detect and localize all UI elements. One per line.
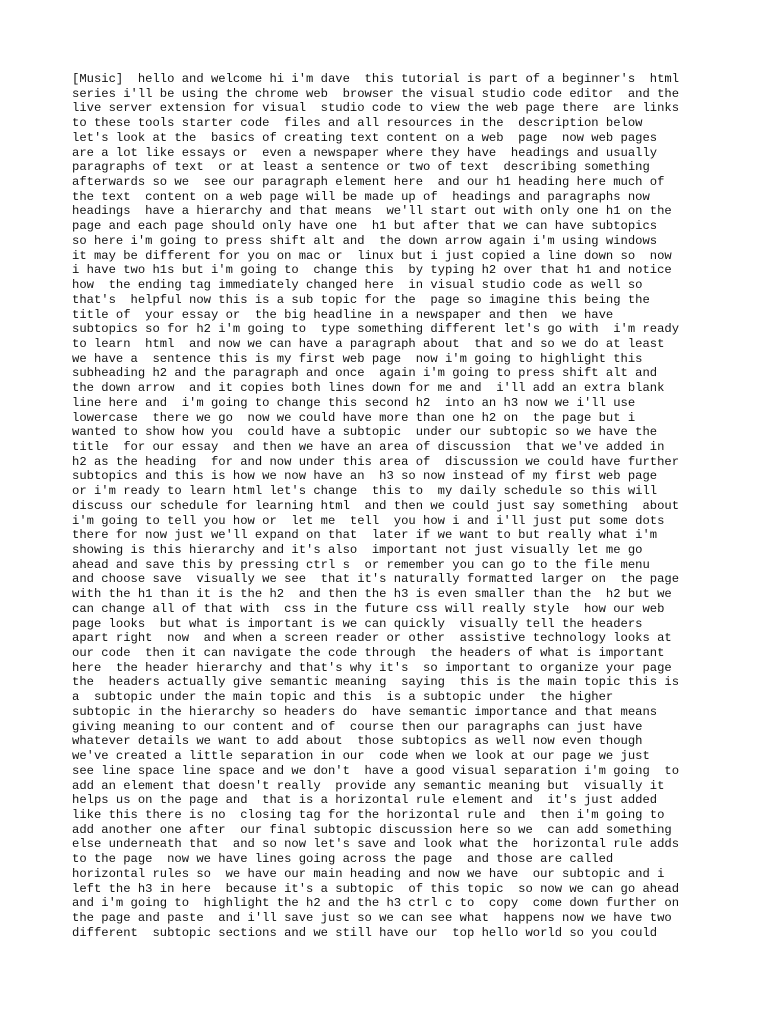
- transcript-line: a subtopic under the main topic and this is a subtopic under the higher: [72, 690, 614, 705]
- transcript-line: add another one after our final subtopic discussion here so we can add something: [72, 822, 672, 837]
- transcript-line: i'm going to tell you how or let me tell you how i and i'll just put some dots: [72, 513, 665, 528]
- transcript-line: wanted to show how you could have a subtopic under our subtopic so we have the: [72, 425, 658, 440]
- transcript-line: the page and paste and i'll save just so we can see what happens now we have two: [72, 910, 672, 925]
- transcript-line: how the ending tag immediately changed here in visual studio code as well so: [72, 278, 643, 293]
- transcript-line: i have two h1s but i'm going to change this by typing h2 over that h1 and notice: [72, 263, 672, 278]
- transcript-line: there for now just we'll expand on that later if we want to but really what i'm: [72, 528, 658, 543]
- transcript-line: subtopics so for h2 i'm going to type something different let's go with i'm ready: [72, 322, 680, 337]
- transcript-line: let's look at the basics of creating text content on a web page now web pages: [72, 130, 658, 145]
- transcript-line: to these tools starter code files and all resources in the description below: [72, 116, 643, 131]
- transcript-line: the text content on a web page will be made up of headings and paragraphs now: [72, 189, 650, 204]
- transcript-line: the headers actually give semantic meaning saying this is the main topic this is: [72, 675, 680, 690]
- transcript-line: helps us on the page and that is a horizontal rule element and it's just added: [72, 793, 658, 808]
- transcript-line: it may be different for you on mac or linux but i just copied a line down so now: [72, 248, 672, 263]
- transcript-line: subheading h2 and the paragraph and once again i'm going to press shift alt and: [72, 366, 658, 381]
- transcript-line: page and each page should only have one h1 but after that we can have subtopics: [72, 219, 658, 234]
- transcript-line: h2 as the heading for and now under this area of discussion we could have further: [72, 454, 680, 469]
- transcript-line: giving meaning to our content and of course then our paragraphs can just have: [72, 719, 643, 734]
- transcript-line: and choose save visually we see that it's naturally formatted larger on the page: [72, 572, 680, 587]
- transcript-line: live server extension for visual studio code to view the web page there are links: [72, 101, 680, 116]
- transcript-line: see line space line space and we don't have a good visual separation i'm going to: [72, 763, 680, 778]
- transcript-line: [Music] hello and welcome hi i'm dave this tutorial is part of a beginner's html: [72, 72, 680, 86]
- transcript-line: apart right now and when a screen reader or other assistive technology looks at: [72, 631, 672, 646]
- transcript-line: subtopic in the hierarchy so headers do have semantic importance and that means: [72, 704, 658, 719]
- transcript-line: ahead and save this by pressing ctrl s or remember you can go to the file menu: [72, 557, 650, 572]
- transcript-line: else underneath that and so now let's save and look what the horizontal rule adds: [72, 837, 680, 852]
- transcript-line: are a lot like essays or even a newspaper where they have headings and usually: [72, 145, 658, 160]
- transcript-line: headings have a hierarchy and that means we'll start out with only one h1 on the: [72, 204, 672, 219]
- transcript-line: so here i'm going to press shift alt and the down arrow again i'm using windows: [72, 233, 658, 248]
- transcript-line: with the h1 than it is the h2 and then the h3 is even smaller than the h2 but we: [72, 587, 672, 602]
- transcript-line: the down arrow and it copies both lines down for me and i'll add an extra blank: [72, 381, 665, 396]
- transcript-text-block: [72, 72, 712, 940]
- transcript-line: add an element that doesn't really provide any semantic meaning but visually it: [72, 778, 665, 793]
- transcript-line: title for our essay and then we have an area of discussion that we've added in: [72, 439, 665, 454]
- transcript-line: paragraphs of text or at least a sentence or two of text describing something: [72, 160, 650, 175]
- transcript-line: we've created a little separation in our code when we look at our page we just: [72, 749, 650, 764]
- transcript-line: can change all of that with css in the future css will really style how our web: [72, 601, 665, 616]
- transcript-line: discuss our schedule for learning html and then we could just say something about: [72, 498, 680, 513]
- transcript-line: here the header hierarchy and that's why it's so important to organize your page: [72, 660, 672, 675]
- transcript-line: page looks but what is important is we can quickly visually tell the headers: [72, 616, 643, 631]
- transcript-line: horizontal rules so we have our main heading and now we have our subtopic and i: [72, 866, 665, 881]
- transcript-line: line here and i'm going to change this second h2 into an h3 now we i'll use: [72, 395, 636, 410]
- transcript-line: afterwards so we see our paragraph element here and our h1 heading here much of: [72, 175, 665, 190]
- transcript-line: or i'm ready to learn html let's change this to my daily schedule so this will: [72, 484, 658, 499]
- transcript-line: and i'm going to highlight the h2 and the h3 ctrl c to copy come down further on: [72, 896, 680, 911]
- transcript-line: subtopics and this is how we now have an h3 so now instead of my first web page: [72, 469, 658, 484]
- transcript-line: we have a sentence this is my first web page now i'm going to highlight this: [72, 351, 643, 366]
- transcript-line: left the h3 in here because it's a subtopic of this topic so now we can go ahead: [72, 881, 680, 896]
- transcript-line: series i'll be using the chrome web browser the visual studio code editor and the: [72, 86, 680, 101]
- transcript-line: our code then it can navigate the code through the headers of what is important: [72, 646, 665, 661]
- transcript-line: like this there is no closing tag for the horizontal rule and then i'm going to: [72, 807, 665, 822]
- transcript-line: title of your essay or the big headline in a newspaper and then we have: [72, 307, 614, 322]
- transcript-line: that's helpful now this is a sub topic for the page so imagine this being the: [72, 292, 650, 307]
- transcript-line: to learn html and now we can have a paragraph about that and so we do at least: [72, 336, 665, 351]
- transcript-line: showing is this hierarchy and it's also important not just visually let me go: [72, 543, 643, 557]
- transcript-line: different subtopic sections and we still have our top hello world so you could: [72, 925, 658, 940]
- transcript-line: to the page now we have lines going across the page and those are called: [72, 852, 614, 867]
- transcript-line: whatever details we want to add about those subtopics as well now even though: [72, 734, 643, 749]
- transcript-line: lowercase there we go now we could have more than one h2 on the page but i: [72, 410, 636, 425]
